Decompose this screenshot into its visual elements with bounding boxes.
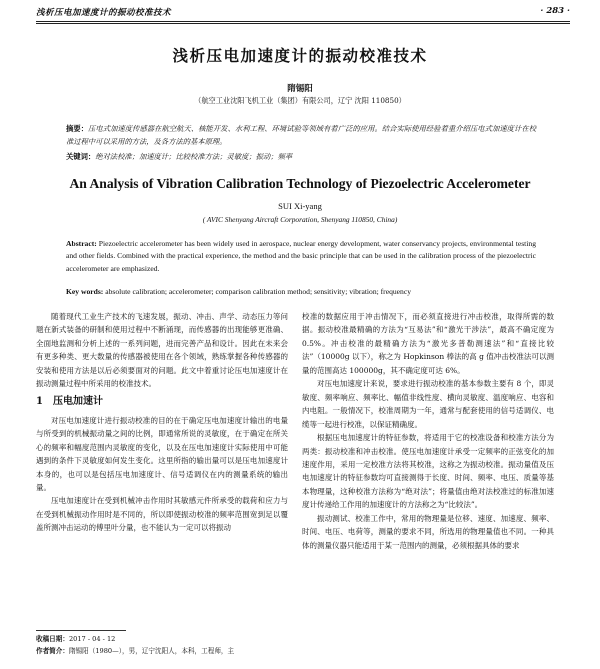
author-chinese: 隋锡阳 bbox=[287, 84, 313, 94]
keywords-english-text: absolute calibration; accelerometer; comparison calibration method; sensitivity; vibration; frequency bbox=[103, 287, 411, 296]
abstract-chinese-label: 摘要： bbox=[66, 124, 89, 133]
title-chinese: 浅析压电加速度计的振动校准技术 bbox=[172, 46, 428, 65]
page-number: · 283 · bbox=[540, 6, 570, 16]
received-date: 2017 - 04 - 12 bbox=[68, 635, 116, 643]
body-paragraph: 对压电加速度计来说，要求进行振动校准的基本参数主要有 8 个，即灵敏度、频率响应、频率比、幅值非线性度、横向灵敏度、温度响应、电容和内电阻。一般情况下，校准周期为一年，通常与配套使用的信号适调仪、电缆等一起进行校准，以保证精确度。 bbox=[302, 379, 554, 429]
body-paragraph: 校准的数据应用于冲击情况下，而必须直接进行冲击校准，取得所需的数据。振动校准最精确的方法为“互易法”和“激光干涉法”，最高不确定度为 0.5%。冲击校准的最精确方法为“激光多普勒测速法”和“直接比较法”（10000g 以下），称之为 Hopkinson 棒法的高 g 值冲击校准法可以测量的范围高达 100000g，其不确定度可达 6%。 bbox=[302, 312, 554, 375]
abstract-english-text: Piezoelectric accelerometer has been widely used in aerospace, nuclear energy development, water conservancy projects, environmental testing and other fields. Combined with the practical experience, the method and the basic principle that can be used in the calibration process of the piezoelectric accelerometer are emphasized. bbox=[66, 239, 536, 273]
footnote-received bbox=[36, 633, 288, 645]
abstract-chinese-text: 压电式加速度传感器在航空航天、核能开发、水利工程、环境试验等领域有着广泛的应用。结合实际使用经验着重介绍压电式加速度计在校准过程中可以采用的方法，及各方法的基本原理。 bbox=[66, 124, 537, 147]
author-english: SUI Xi-yang bbox=[278, 201, 322, 211]
received-label: 收稿日期： bbox=[36, 635, 69, 643]
footnote bbox=[36, 633, 288, 657]
footnote-author bbox=[36, 645, 288, 657]
author-bio-text: 隋锡阳（1980—），男，辽宁沈阳人，本科，工程师，主 bbox=[68, 647, 235, 655]
header-rule-bottom bbox=[36, 23, 570, 24]
intro-paragraph: 随着现代工业生产技术的飞速发展，振动、冲击、声学、动态压力等问题在新式装备的研制和使用过程中不断涌现，而传感器的出现能够更准确、全面地监测和分析上述的一系列问题，进而完善产品和设计。因此在未来会有更多种类、更大数量的传感器被使用在各个领域，熟练掌握各种传感器的安装和使用方法是以后必须要面对的问题。此文中着重讨论压电加速度计在振动测量过程中所采用的校准技术。 bbox=[36, 312, 288, 389]
body-column-right bbox=[302, 310, 554, 552]
title-english: An Analysis of Vibration Calibration Technology of Piezoelectric Accelerometer bbox=[69, 176, 531, 191]
body-paragraph: 振动测试、校准工作中，常用的物理量是位移、速度、加速度、频率、时间、电压、电荷等，测量的要求不同，所选用的物理量值也不同。一种具体的测量仪器只能适用于某一范围内的测量，必须根据具体的要求 bbox=[302, 513, 554, 550]
body-paragraph: 压电加速度计在受到机械冲击作用时其敏感元件所承受的载荷和应力与在受到机械振动作用时是不同的，所以即使振动校准的频率范围宽到足以覆盖所测冲击运动的傅里叶分量，也不能认为一定可以将振动 bbox=[36, 496, 288, 533]
abstract-chinese bbox=[66, 122, 536, 149]
header-rule-top bbox=[36, 21, 570, 22]
running-head-title: 浅析压电加速度计的振动校准技术 bbox=[36, 8, 172, 18]
body-paragraph: 根据压电加速度计的特征参数，将适用于它的校准设备和校准方法分为两类：振动校准和冲击校准。使压电加速度计承受一定频率的正弦变化的加速度作用，采用一定校准方法将其校准，这称之为振动校准。振动量值及压电加速度计的特征参数均可直接测得于长度、时间、频率、电压、质量等基本物理量，这种校准方法称为“绝对法”；将量值由绝对法校准过的标准加速度计传递给工作用的加速度计的方法称之为“比较法”。 bbox=[302, 433, 554, 510]
footnote-rule bbox=[36, 630, 126, 631]
running-head bbox=[36, 6, 570, 20]
section-heading-1: 1 压电加速计 bbox=[36, 395, 103, 407]
keywords-chinese-text: 绝对法校准；加速度计；比较校准方法；灵敏度；振动；频率 bbox=[95, 152, 293, 161]
keywords-chinese bbox=[66, 150, 536, 163]
affiliation-english: ( AVIC Shenyang Aircraft Corporation, Shenyang 110850, China) bbox=[202, 215, 398, 224]
body-paragraph: 对压电加速度计进行振动校准的目的在于确定压电加速度计输出的电量与所受到的机械振动量之间的比例，即通常所说的灵敏度，在于确定在所关心的频率和幅度范围内灵敏度的变化，以及在压电加速度计实际使用中可能遇到的条件下灵敏度如何发生变化。这里所指的输出量可以是压电加速度计本身的，也可以是包括压电加速度计、信号适调仪在内的测量系统的输出量。 bbox=[36, 415, 288, 492]
keywords-english-label: Key words: bbox=[66, 287, 104, 296]
abstract-english bbox=[66, 238, 536, 275]
author-bio-label: 作者简介： bbox=[36, 647, 69, 655]
body-column-left bbox=[36, 310, 288, 535]
keywords-english bbox=[66, 286, 536, 298]
affiliation-chinese: （航空工业沈阳飞机工业（集团）有限公司，辽宁 沈阳 110850） bbox=[194, 96, 406, 105]
keywords-chinese-label: 关键词： bbox=[66, 152, 96, 161]
abstract-english-label: Abstract: bbox=[66, 239, 97, 248]
